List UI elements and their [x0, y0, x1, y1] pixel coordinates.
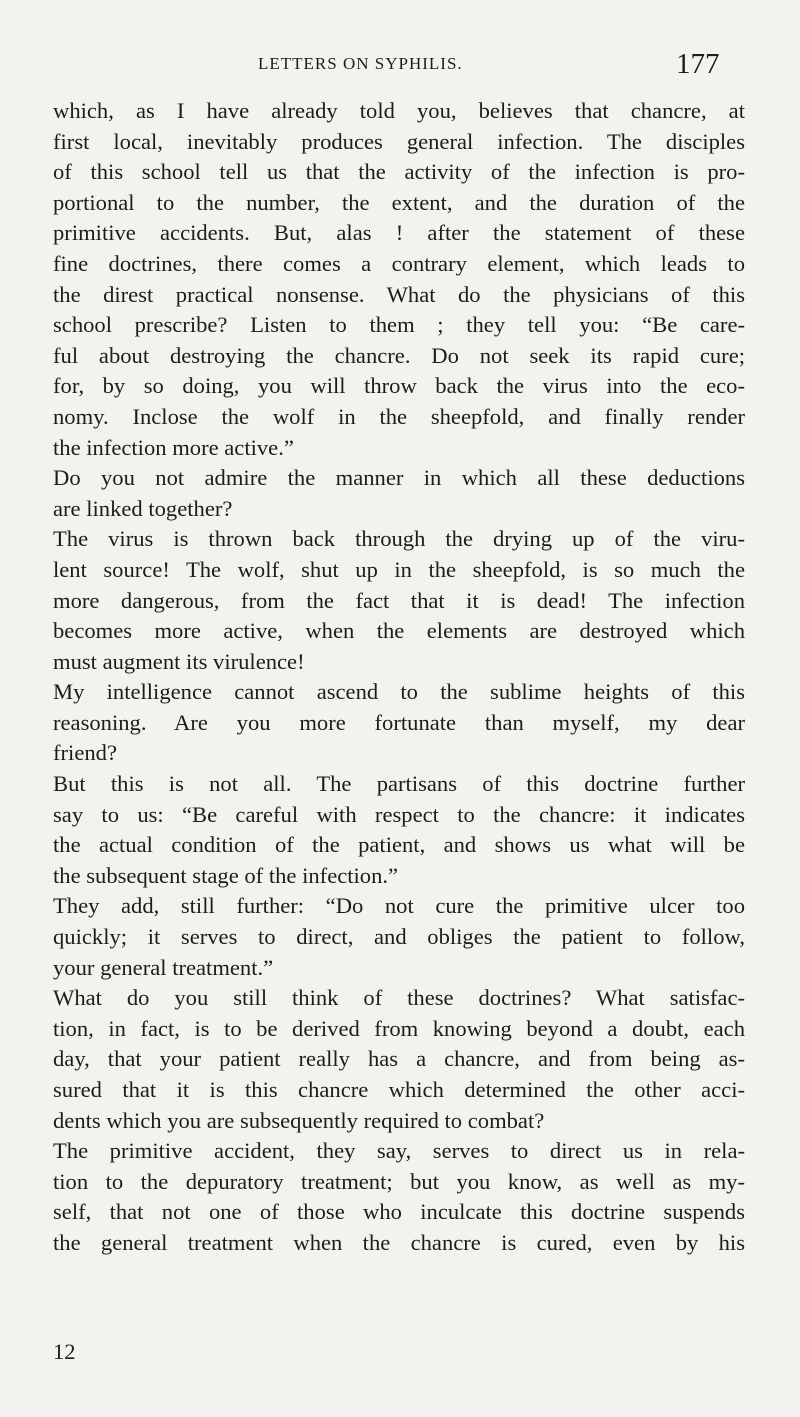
text-line: must augment its virulence! — [53, 648, 305, 674]
text-line: The virus is thrown back through the drying up of the viru- — [53, 526, 745, 552]
text-line: But this is not all. The partisans of this doctrine further — [53, 771, 745, 797]
text-line: say to us: “Be careful with respect to the chancre: it indicates — [53, 801, 745, 827]
text-line: What do you still think of these doctrines? What satisfac- — [53, 985, 745, 1011]
text-line: the general treatment when the chancre is cured, even by his — [53, 1229, 745, 1255]
text-line: tion to the depuratory treatment; but you know, as well as my- — [53, 1168, 745, 1194]
text-line: school prescribe? Listen to them ; they tell you: “Be care- — [53, 312, 745, 338]
text-line: day, that your patient really has a chancre, and from being as- — [53, 1046, 745, 1072]
text-line: lent source! The wolf, shut up in the sheepfold, is so much the — [53, 556, 745, 582]
text-line: reasoning. Are you more fortunate than myself, my dear — [53, 709, 745, 735]
text-line: nomy. Inclose the wolf in the sheepfold, and finally render — [53, 403, 745, 429]
text-line: tion, in fact, is to be derived from knowing beyond a doubt, each — [53, 1015, 745, 1041]
signature-mark: 12 — [53, 1339, 76, 1364]
text-line: ful about destroying the chancre. Do not seek its rapid cure; — [53, 342, 745, 368]
text-line: the subsequent stage of the infection.” — [53, 862, 399, 888]
text-line: your general treatment.” — [53, 954, 274, 980]
text-line: first local, inevitably produces general infection. The disciples — [53, 128, 745, 154]
text-line: fine doctrines, there comes a contrary element, which leads to — [53, 250, 745, 276]
text-line: self, that not one of those who inculcate this doctrine suspends — [53, 1199, 745, 1225]
text-line: becomes more active, when the elements are destroyed which — [53, 618, 745, 644]
text-line: of this school tell us that the activity of the infection is pro- — [53, 159, 745, 185]
text-line: friend? — [53, 740, 117, 766]
page-number: 177 — [676, 48, 720, 80]
text-line: Do you not admire the manner in which all these deductions — [53, 465, 745, 491]
text-line: dents which you are subsequently required to combat? — [53, 1107, 545, 1133]
text-line: for, by so doing, you will throw back the virus into the eco- — [53, 373, 745, 399]
text-line: the actual condition of the patient, and shows us what will be — [53, 832, 745, 858]
text-line: The primitive accident, they say, serves to direct us in rela- — [53, 1138, 745, 1164]
running-head: LETTERS ON SYPHILIS. — [258, 54, 463, 73]
text-line: more dangerous, from the fact that it is dead! The infection — [53, 587, 745, 613]
text-line: They add, still further: “Do not cure the primitive ulcer too — [53, 893, 745, 919]
text-line: portional to the number, the extent, and the duration of the — [53, 189, 745, 215]
text-line: the infection more active.” — [53, 434, 294, 460]
text-line: sured that it is this chancre which determined the other acci- — [53, 1077, 745, 1102]
text-line: My intelligence cannot ascend to the sublime heights of this — [53, 679, 745, 705]
text-line: are linked together? — [53, 495, 233, 521]
text-line: quickly; it serves to direct, and obliges the patient to follow, — [53, 924, 745, 950]
body-text — [53, 96, 745, 1259]
text-line: primitive accidents. But, alas ! after the statement of these — [53, 220, 745, 246]
text-line: the direst practical nonsense. What do the physicians of this — [53, 281, 745, 307]
text-line: which, as I have already told you, believes that chancre, at — [53, 98, 745, 123]
